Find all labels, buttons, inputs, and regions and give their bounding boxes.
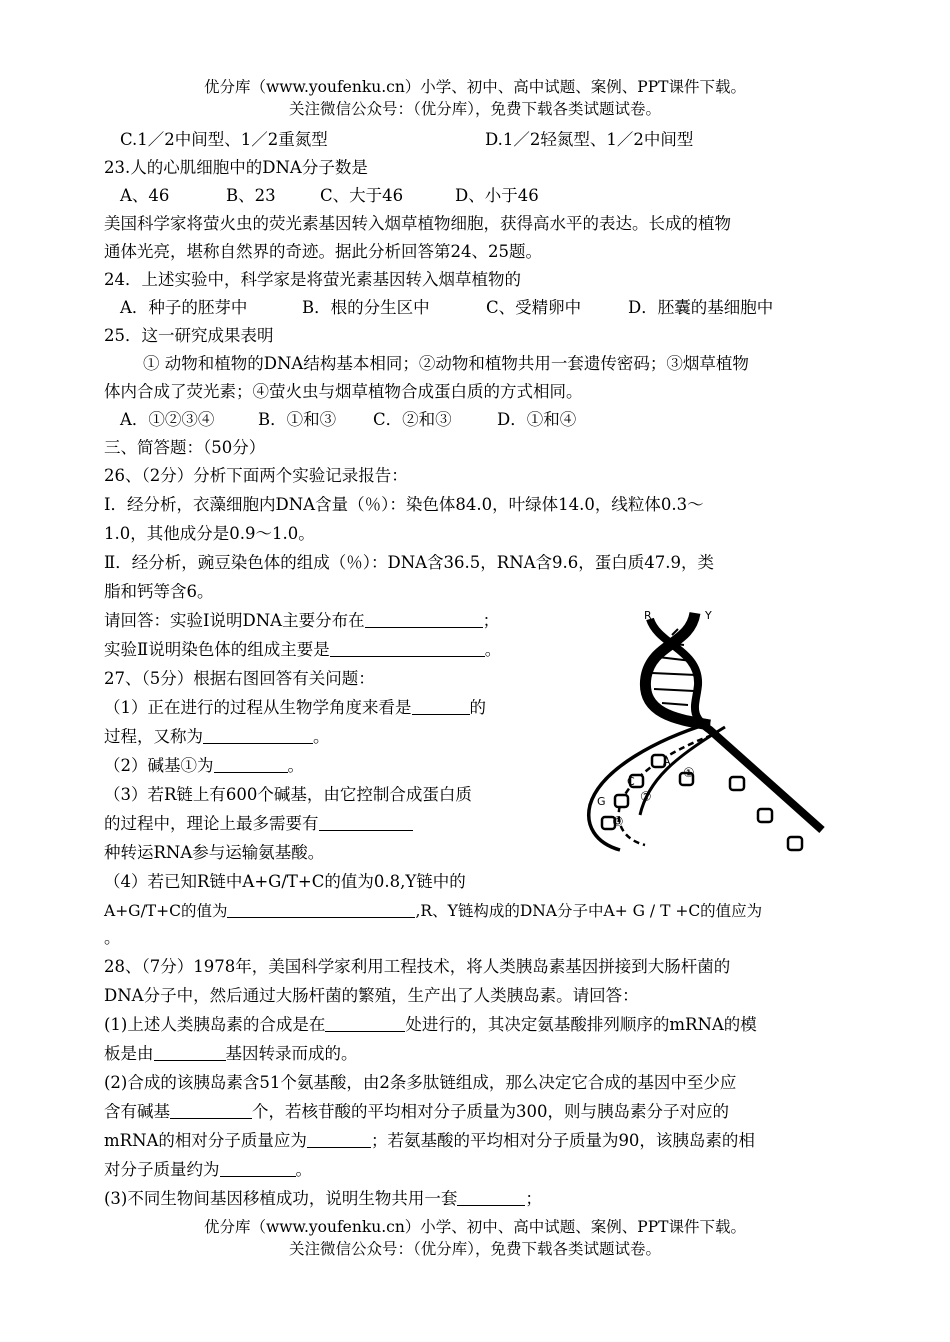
footer-line-1: 优分库（www.youfenku.cn）小学、初中、高中试题、案例、PPT课件下载。 [203, 1218, 747, 1236]
marker-1: ① [683, 766, 695, 781]
q23-option-c: C、大于46 [320, 186, 404, 205]
q25-line-1: ① 动物和植物的DNA结构基本相同；②动物和植物共用一套遗传密码；③烟草植物 [143, 354, 749, 373]
q25-option-d: D．①和④ [497, 410, 577, 429]
q27-stem: 27、（5分）根据右图回答有关问题： [104, 669, 375, 688]
q28-part-3-text-end: ； [525, 1189, 542, 1208]
q24-stem: 24．上述实验中，科学家是将萤光素基因转入烟草植物的 [104, 270, 521, 289]
q27-part-1-text-2-end: 。 [313, 727, 330, 746]
answer-blank[interactable] [220, 1160, 296, 1177]
q26-stem: 26、（2分）分析下面两个实验记录报告： [104, 466, 408, 485]
q28-part-2-line-4 [104, 1158, 312, 1182]
answer-blank[interactable] [170, 1102, 252, 1119]
q28-line-2: DNA分子中，然后通过大肠杆菌的繁殖，生产出了人类胰岛素。请回答： [104, 986, 639, 1005]
q23-option-b: B、23 [226, 186, 276, 205]
header-line-2: 关注微信公众号：（优分库），免费下载各类试题试卷。 [288, 100, 661, 118]
q27-part-2 [104, 754, 304, 778]
q26-report-i-line-2: 1.0，其他成分是0.9～1.0。 [104, 524, 315, 543]
q26-report-i-line-1: Ⅰ．经分析，衣藻细胞内DNA含量（％）：染色体84.0，叶绿体14.0，线粒体0.3～ [104, 495, 704, 514]
label-g: G [597, 795, 606, 808]
q26-report-ii-line-1: Ⅱ．经分析，豌豆染色体的组成（％）：DNA含36.5，RNA含9.6，蛋白质47.9，类 [104, 553, 715, 572]
marker-2: ② [640, 790, 652, 805]
q28-part-2-text: 含有碱基 [104, 1102, 170, 1121]
q22-option-d: D.1／2轻氮型、1／2中间型 [485, 130, 694, 149]
q27-part-4-text-2: ,R、Y链构成的DNA分子中A+ G / T +C的值应为 [415, 902, 763, 920]
q28-part-3-text: (3)不同生物间基因移植成功，说明生物共用一套 [104, 1189, 458, 1208]
answer-blank[interactable] [457, 1189, 525, 1206]
label-r: R [644, 609, 652, 622]
dna-strand-y [650, 619, 822, 830]
q28-part-3 [104, 1187, 542, 1211]
label-y: Y [705, 609, 712, 622]
q28-part-2-text-2: 个，若核苷酸的平均相对分子质量为300，则与胰岛素分子对应的 [252, 1102, 729, 1121]
label-a: A [663, 755, 671, 768]
label-c: C [627, 775, 635, 788]
answer-blank[interactable] [227, 901, 415, 918]
dna-transcription-figure [560, 605, 825, 860]
q26-report-ii-line-2: 脂和钙等含6。 [104, 582, 214, 601]
q24-option-a: A．种子的胚芽中 [120, 298, 248, 317]
q25-option-c: C．②和③ [373, 410, 452, 429]
answer-blank[interactable] [325, 1015, 405, 1032]
passage-line-1: 美国科学家将萤火虫的荧光素基因转入烟草植物细胞，获得高水平的表达。长成的植物 [104, 214, 731, 233]
q23-option-d: D、小于46 [455, 186, 539, 205]
q26-question-1-suffix: ； [482, 611, 500, 630]
dna-helix-diagram [560, 605, 825, 860]
q28-part-1-line-2 [104, 1042, 358, 1066]
q27-part-2-text: （2）碱基①为 [104, 756, 214, 775]
q27-part-3-line-3: 种转运RNA参与运输氨基酸。 [104, 843, 325, 862]
q27-part-4-line-1: （4）若已知R链中A+G/T+C的值为0.8,Y链中的 [104, 872, 466, 891]
q26-question-2-prefix: 实验Ⅱ说明染色体的组成主要是 [104, 640, 330, 659]
q26-question-2 [104, 638, 501, 662]
q23-option-a: A、46 [120, 186, 170, 205]
nucleotides-right [730, 777, 802, 850]
q26-question-2-suffix: 。 [484, 640, 502, 659]
q27-part-3-line-1: （3）若R链上有600个碱基，由它控制合成蛋白质 [104, 785, 472, 804]
q27-part-1-text: （1）正在进行的过程从生物学角度来看是 [104, 698, 412, 717]
answer-blank[interactable] [319, 814, 413, 831]
q28-part-2-text-6: 。 [295, 1160, 312, 1179]
q28-line-1: 28、（7分）1978年，美国科学家利用工程技术，将人类胰岛素基因拼接到大肠杆菌的 [104, 957, 731, 976]
q22-option-c: C.1／2中间型、1／2重氮型 [120, 130, 328, 149]
q28-part-1-text-4: 基因转录而成的。 [225, 1044, 358, 1063]
q24-option-d: D．胚囊的基细胞中 [628, 298, 774, 317]
answer-blank[interactable] [365, 611, 483, 628]
template-strand [589, 723, 710, 850]
q27-part-2-text-end: 。 [287, 756, 304, 775]
q25-line-2: 体内合成了荧光素；④萤火虫与烟草植物合成蛋白质的方式相同。 [104, 382, 583, 401]
q25-stem: 25．这一研究成果表明 [104, 326, 274, 345]
section-3-heading: 三、简答题：（50分） [104, 438, 266, 457]
answer-blank[interactable] [154, 1044, 226, 1061]
header-line-1: 优分库（www.youfenku.cn）小学、初中、高中试题、案例、PPT课件下载。 [203, 78, 747, 96]
q27-part-4-text: A+G/T+C的值为 [104, 902, 228, 920]
footer-line-2: 关注微信公众号：（优分库），免费下载各类试题试卷。 [288, 1240, 661, 1258]
q27-part-1-line-1 [104, 696, 486, 720]
q25-option-a: A．①②③④ [120, 410, 215, 429]
answer-blank[interactable] [412, 698, 470, 715]
q27-part-4-line-3: 。 [104, 928, 121, 947]
marker-3: ③ [612, 815, 624, 830]
q23-stem: 23.人的心肌细胞中的DNA分子数是 [104, 158, 368, 177]
q27-part-3-line-2 [104, 812, 413, 836]
passage-line-2: 通体光亮，堪称自然界的奇迹。据此分析回答第24、25题。 [104, 242, 542, 261]
answer-blank[interactable] [307, 1131, 371, 1148]
q28-part-1-line-1 [104, 1013, 757, 1037]
q28-part-2-line-3 [104, 1129, 755, 1153]
q26-question-1-prefix: 请回答：实验Ⅰ说明DNA主要分布在 [104, 611, 365, 630]
q28-part-2-line-1: (2)合成的该胰岛素含51个氨基酸，由2条多肽链组成，那么决定它合成的基因中至少应 [104, 1073, 737, 1092]
q27-part-1-text-2: 过程，又称为 [104, 727, 203, 746]
q25-option-b: B．①和③ [258, 410, 337, 429]
q24-option-b: B．根的分生区中 [302, 298, 430, 317]
q26-question-1 [104, 609, 499, 633]
answer-blank[interactable] [203, 727, 313, 744]
answer-blank[interactable] [214, 756, 288, 773]
q27-part-4-line-2 [104, 899, 762, 923]
q28-part-2-text-5: 对分子质量约为 [104, 1160, 220, 1179]
mrna-strand [619, 735, 712, 845]
q28-part-1-text-2: 处进行的，其决定氨基酸排列顺序的mRNA的模 [405, 1015, 757, 1034]
q28-part-1-text: (1)上述人类胰岛素的合成是在 [104, 1015, 326, 1034]
q24-option-c: C、受精卵中 [486, 298, 582, 317]
q28-part-2-text-4: ；若氨基酸的平均相对分子质量为90，该胰岛素的相 [370, 1131, 755, 1150]
q27-part-1-line-2 [104, 725, 330, 749]
q27-part-3-text: 的过程中，理论上最多需要有 [104, 814, 319, 833]
q28-part-1-text-3: 板是由 [104, 1044, 154, 1063]
answer-blank[interactable] [330, 640, 485, 657]
q28-part-2-text-3: mRNA的相对分子质量应为 [104, 1131, 307, 1150]
q28-part-2-line-2 [104, 1100, 729, 1124]
q27-part-1-text-end: 的 [469, 698, 486, 717]
